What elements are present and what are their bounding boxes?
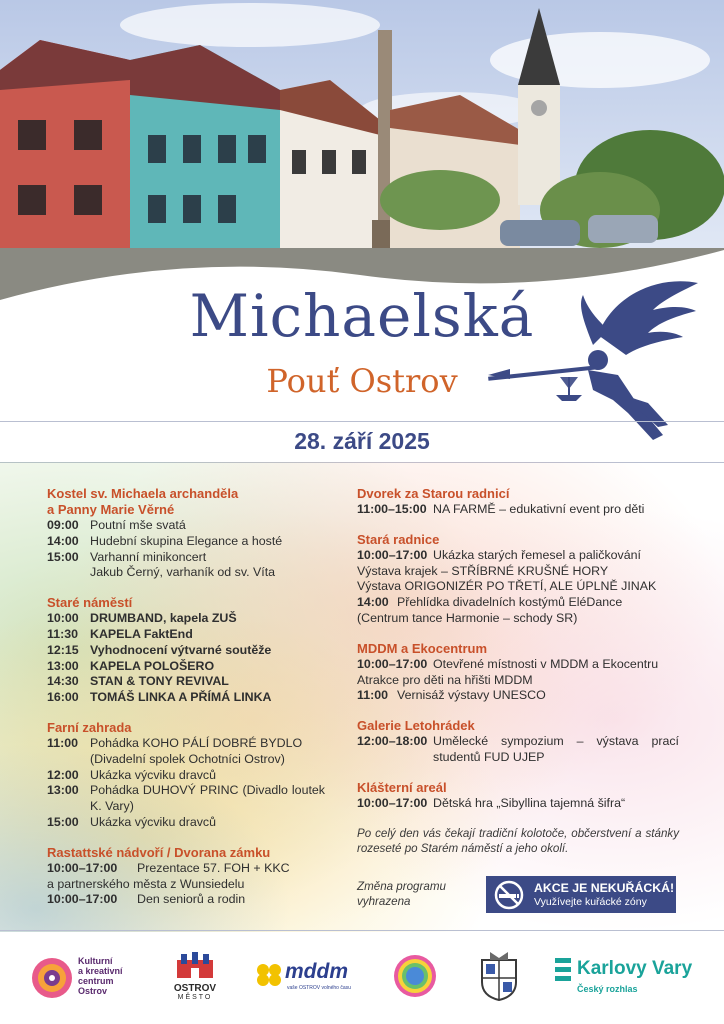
list-item — [47, 659, 325, 675]
list-item — [47, 550, 325, 566]
item-text: Pohádka DUHOVÝ PRINC (Divadlo loutek K. Vary) — [90, 783, 325, 814]
page-subtitle: Pouť Ostrov — [266, 362, 458, 400]
section-title: Dvorek za Starou radnicí — [357, 486, 510, 501]
item-time: 16:00 — [47, 690, 79, 705]
list-item — [357, 673, 679, 689]
item-time: 09:00 — [47, 518, 79, 532]
list-item — [47, 690, 325, 706]
item-time: 10:00–17:00 — [357, 656, 428, 671]
item-time: 11:00 — [47, 735, 79, 750]
event-date: 28. září 2025 — [294, 428, 430, 454]
no-smoking-icon — [492, 878, 526, 912]
item-text: Jakub Černý, varhaník od sv. Víta — [90, 565, 276, 580]
section-dvorek — [357, 486, 679, 518]
section-title: Stará radnice — [357, 531, 440, 547]
item-time: 10:00–17:00 — [47, 892, 118, 907]
list-item — [357, 548, 679, 564]
ostrov-sub: MĚSTO — [177, 994, 213, 1001]
section-title: Kostel sv. Michaela archanděla — [47, 486, 239, 501]
section-rastattske-nadvori — [47, 845, 325, 908]
item-text: Vernisáž výstavy UNESCO — [397, 688, 546, 703]
item-text: Poutní mše svatá — [90, 518, 186, 532]
list-item — [47, 643, 325, 659]
archangel-icon — [488, 275, 703, 450]
list-item — [47, 518, 325, 534]
coat-of-arms-icon — [476, 952, 522, 1002]
list-item — [357, 734, 679, 766]
item-text: Hudební skupina Elegance a hosté — [90, 533, 283, 548]
list-item — [47, 534, 325, 550]
list-item — [357, 502, 679, 518]
item-time: 13:00 — [47, 783, 79, 798]
school-rainbow-icon — [393, 954, 437, 998]
item-text: DRUMBAND, kapela ZUŠ — [90, 611, 237, 626]
list-item — [357, 657, 679, 673]
item-time: 14:00 — [357, 595, 389, 610]
section-title: MDDM a Ekocentrum — [357, 640, 488, 656]
radio-stripes-icon — [555, 958, 573, 984]
section-mddm — [357, 641, 679, 704]
radio-sub: Český rozhlas — [577, 984, 638, 994]
list-item — [47, 877, 325, 893]
item-text: Ukázka výcviku dravců — [90, 814, 217, 829]
item-time: 10:00–17:00 — [47, 860, 118, 875]
list-item — [47, 674, 325, 690]
list-item — [47, 627, 325, 643]
item-text: KAPELA POLOŠERO — [90, 658, 215, 673]
mddm-flower-icon — [255, 962, 283, 986]
list-item — [357, 796, 679, 812]
no-smoking-badge — [486, 876, 676, 913]
list-item — [47, 752, 325, 768]
logo-radio — [555, 958, 705, 1002]
item-text: Atrakce pro děti na hřišti MDDM — [357, 672, 533, 687]
item-text: Prezentace 57. FOH + KKC — [137, 860, 290, 875]
list-item — [47, 783, 325, 815]
section-kostel — [47, 486, 325, 581]
item-text: Výstava ORIGONIZÉR PO TŘETÍ, ALE ÚPLNĚ JINAK — [357, 579, 657, 594]
item-text: (Centrum tance Harmonie – schody SR) — [357, 610, 578, 625]
kkc-spiral-icon — [30, 956, 74, 1000]
partner-logos — [0, 944, 724, 1014]
item-text: Vyhodnocení výtvarné soutěže — [90, 642, 272, 657]
section-klasterni-areal — [357, 780, 679, 812]
list-item — [47, 611, 325, 627]
section-galerie — [357, 718, 679, 766]
item-time: 14:30 — [47, 674, 79, 689]
logo-coat-of-arms — [476, 952, 522, 1002]
item-time: 12:00–18:00 — [357, 734, 428, 749]
item-text: Otevřené místnosti v MDDM a Ekocentru — [433, 656, 659, 671]
logo-school — [393, 954, 437, 998]
list-item — [47, 892, 325, 908]
item-text: Umělecké sympozium – výstava prací studentů FUD UJEP — [433, 734, 679, 764]
kkc-line4: Ostrov — [78, 986, 108, 996]
kkc-line2: a kreativní — [78, 966, 123, 976]
list-item — [47, 815, 325, 831]
item-time: 10:00–17:00 — [357, 795, 428, 810]
kkc-line1: Kulturní — [78, 956, 113, 966]
logo-mddm — [255, 960, 365, 1000]
item-time: 11:00–15:00 — [357, 502, 427, 516]
divider-top — [0, 421, 724, 422]
item-time: 15:00 — [47, 549, 79, 564]
item-time: 15:00 — [47, 814, 79, 829]
list-item — [357, 564, 679, 580]
program-change-note: Změna programu vyhrazena — [357, 880, 446, 908]
item-time: 10:00 — [47, 611, 79, 626]
list-item — [357, 688, 679, 704]
item-text: Ukázka starých řemesel a paličkování — [433, 547, 641, 562]
item-time: 12:00 — [47, 767, 79, 782]
ostrov-castle-icon — [175, 952, 215, 978]
item-text: Pohádka KOHO PÁLÍ DOBRÉ BYDLO — [90, 735, 303, 750]
item-time: 12:15 — [47, 642, 79, 657]
item-text: Přehlídka divadelních kostýmů EléDance — [397, 595, 623, 610]
item-time: 11:00 — [357, 688, 389, 703]
no-smoking-subtitle: Využívejte kuřácké zóny — [534, 895, 647, 908]
list-item — [47, 565, 325, 581]
item-text: a partnerského města z Wunsiedelu — [47, 876, 245, 891]
ostrov-name: OSTROV — [173, 983, 217, 994]
no-smoking-title: AKCE JE NEKUŘÁCKÁ! — [534, 880, 675, 895]
info-note: Po celý den vás čekají tradiční kolotoče, občerstvení a stánky rozeseté po Starém náměstí a jeho okolí. — [357, 826, 679, 855]
item-text: STAN & TONY REVIVAL — [90, 674, 229, 689]
item-text: Varhanní minikoncert — [90, 549, 207, 564]
radio-name: Karlovy Vary — [577, 958, 693, 979]
item-text: Den seniorů a rodin — [137, 892, 246, 907]
list-item — [47, 736, 325, 752]
item-text: (Divadelní spolek Ochotníci Ostrov) — [90, 751, 285, 766]
section-title: Rastattské nádvoří / Dvorana zámku — [47, 844, 271, 860]
item-text: Výstava krajek – STŘÍBRNÉ KRUŠNÉ HORY — [357, 563, 609, 578]
logo-kkc — [30, 954, 140, 1004]
program-right-column — [357, 486, 679, 856]
section-farni-zahrada — [47, 720, 325, 831]
item-text: NA FARMĚ – edukativní event pro děti — [433, 502, 645, 516]
item-time: 14:00 — [47, 533, 79, 548]
list-item — [47, 861, 325, 877]
kkc-line3: centrum — [78, 976, 114, 986]
page-title: Michaelská — [189, 282, 535, 350]
item-text: Ukázka výcviku dravců — [90, 767, 217, 782]
item-time: 11:30 — [47, 626, 79, 641]
section-stara-radnice — [357, 532, 679, 627]
list-item — [357, 579, 679, 595]
item-text: Dětská hra „Sibyllina tajemná šifra“ — [433, 795, 626, 810]
section-title: Farní zahrada — [47, 719, 132, 735]
list-item — [47, 768, 325, 784]
item-time — [47, 565, 90, 581]
mddm-sub: vaše OSTROV volného času — [287, 985, 351, 991]
section-title: Staré náměstí — [47, 595, 133, 611]
item-time: 10:00–17:00 — [357, 547, 428, 562]
divider-footer — [0, 930, 724, 931]
mddm-name: mddm — [285, 960, 348, 983]
item-time: 13:00 — [47, 658, 79, 673]
section-title: Klášterní areál — [357, 779, 447, 795]
logo-ostrov — [170, 952, 220, 1008]
item-text: KAPELA FaktEnd — [90, 626, 193, 641]
list-item — [357, 611, 679, 627]
program-left-column — [47, 486, 325, 922]
section-stare-namesti — [47, 595, 325, 706]
item-time — [47, 752, 90, 768]
list-item — [357, 595, 679, 611]
section-title: a Panny Marie Věrné — [47, 502, 175, 517]
section-title: Galerie Letohrádek — [357, 718, 475, 734]
item-text: TOMÁŠ LINKA A PŘÍMÁ LINKA — [90, 690, 272, 705]
